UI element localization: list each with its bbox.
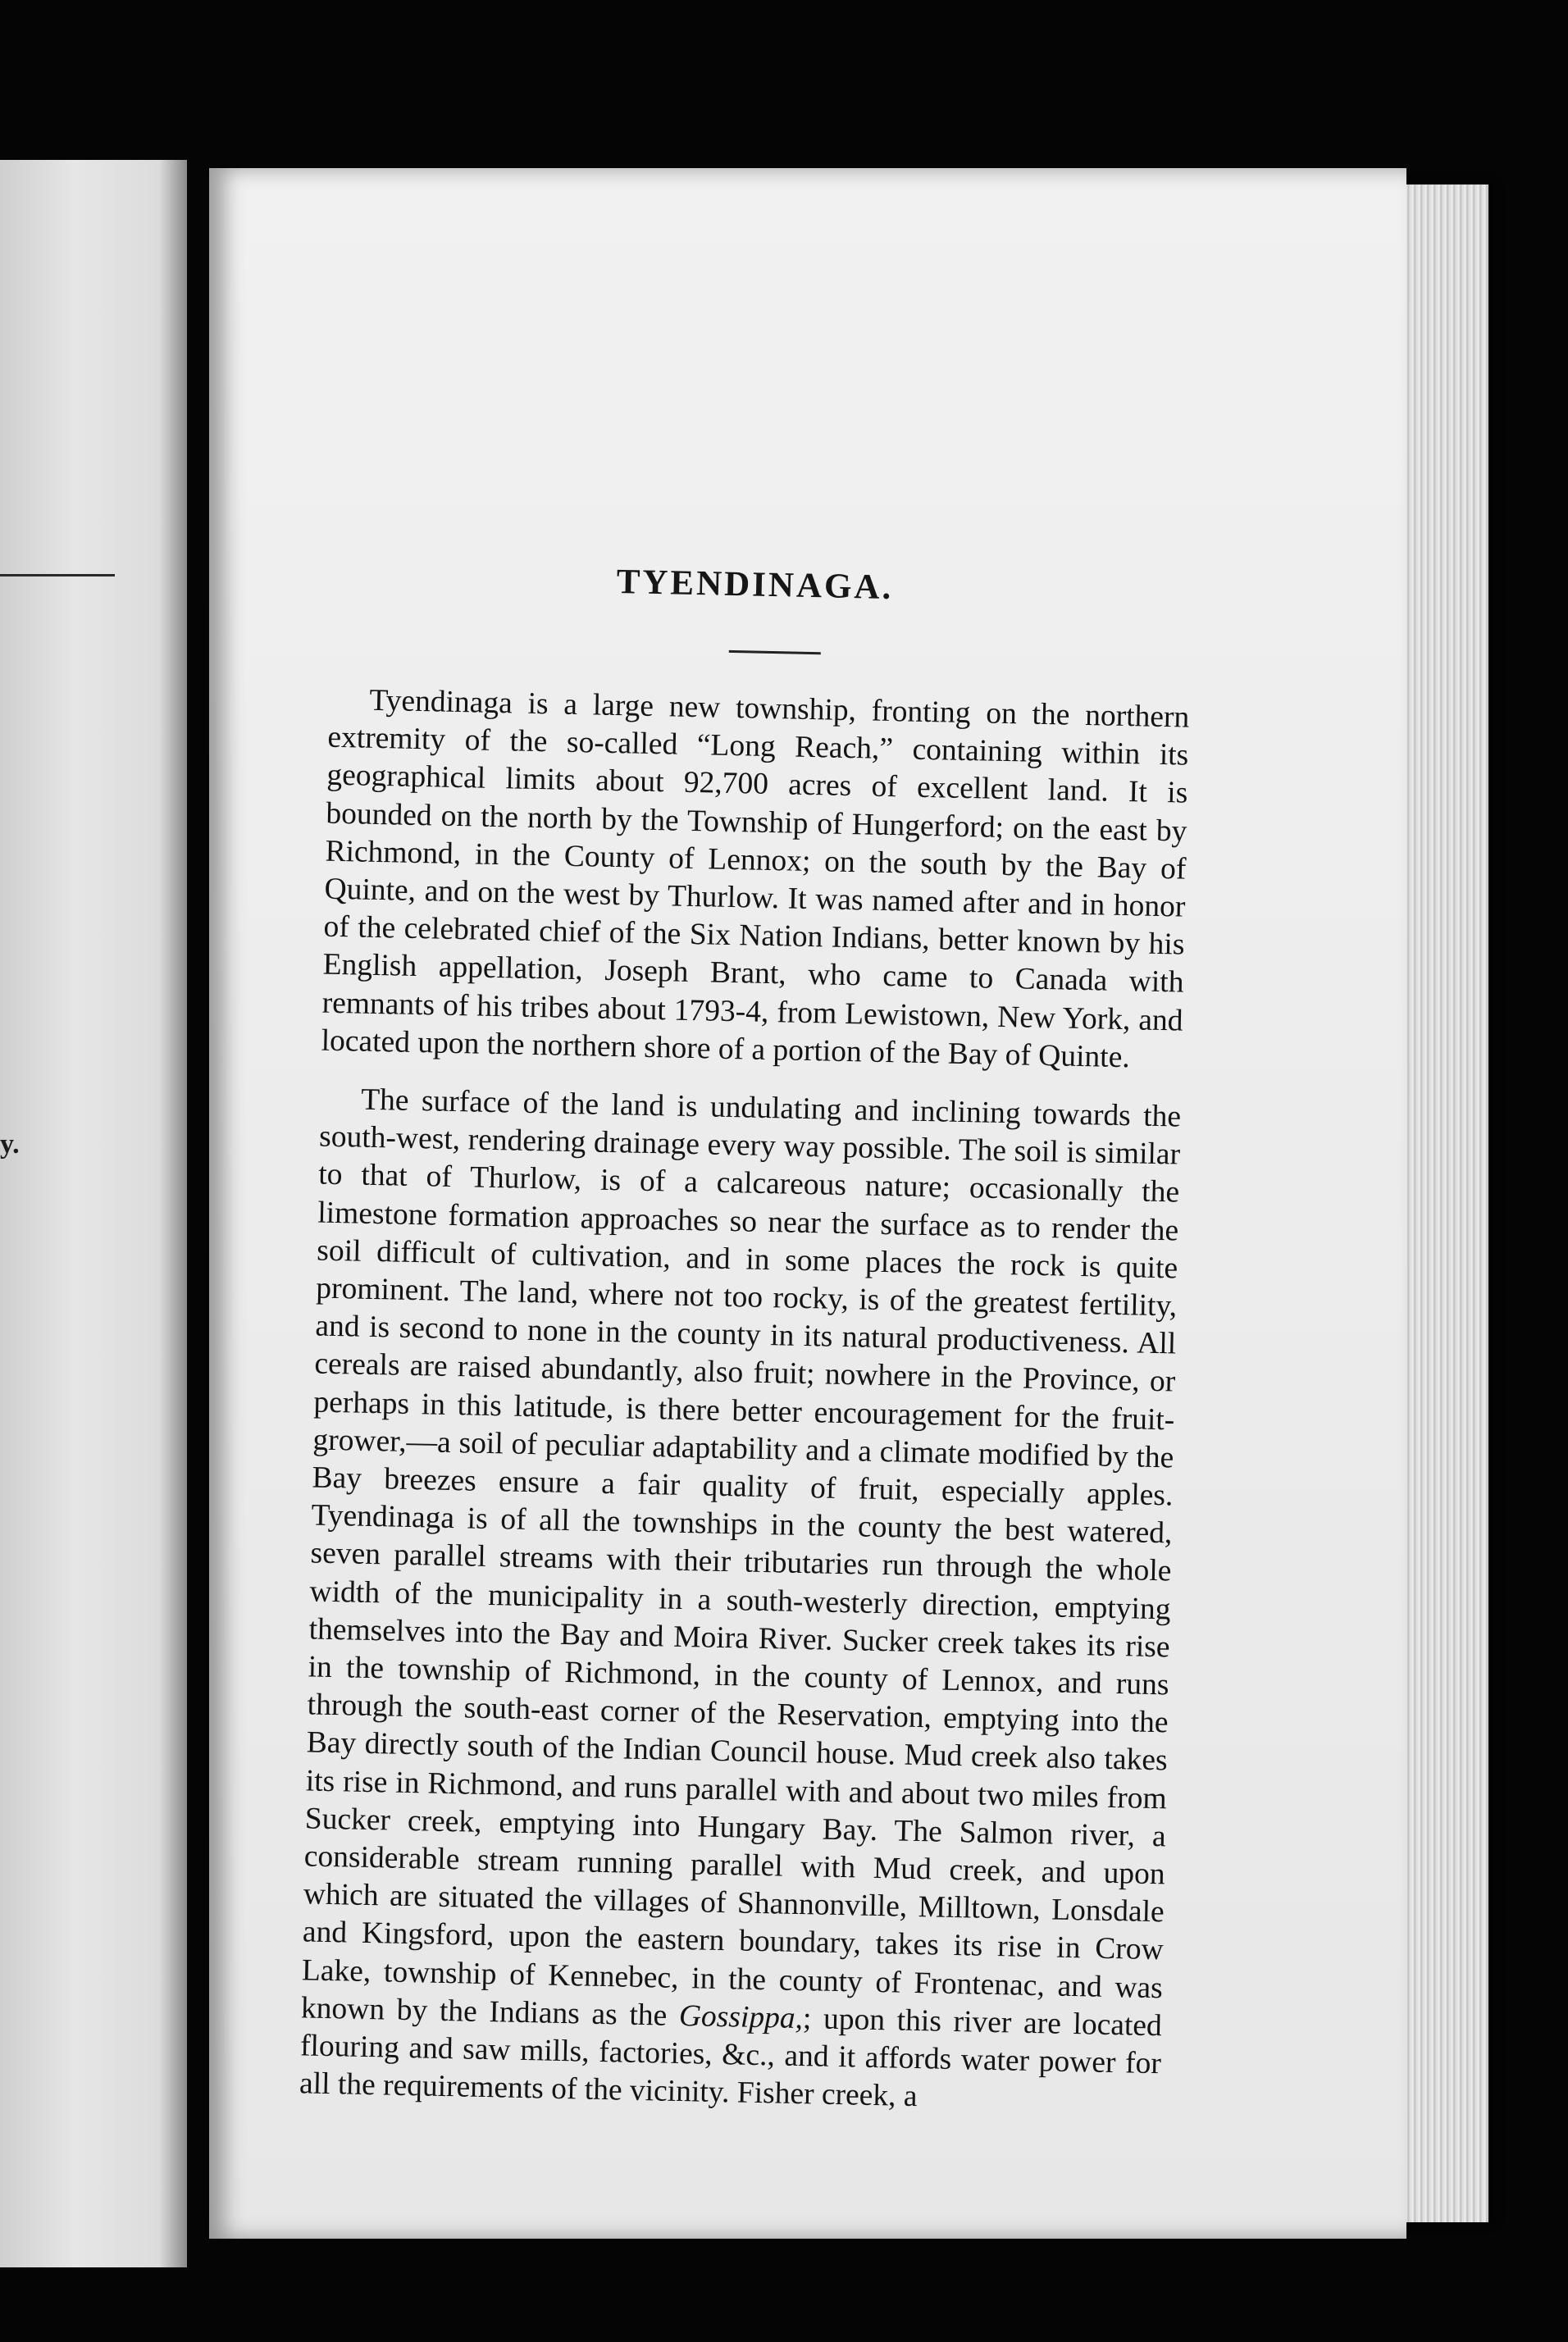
book-page xyxy=(209,168,1406,2239)
page-content xyxy=(248,157,1358,2250)
page-title: TYENDINAGA. xyxy=(616,563,894,608)
paragraph-2-italic-name: Gossippa, xyxy=(678,1998,804,2036)
paragraph-1: Tyendinaga is a large new township, fronting on the northern extremity of the so-called “Long Reach,” containing within its geographical limits about 92,700 acres of excellent land. It is bounded on the north by the Township of Hungerford; on the east by Richmond, in the County of Lennox; on the south by the Bay of Quinte, and on the west by Thurlow. It was named after and in honor of the celebrated chief of the Six Nation Indians, better known by his English appellation, Joseph Brant, who came to Canada with remnants of his tribes about 1793-4, from Lewistown, New York, and located upon the northern shore of a portion of the Bay of Quinte. xyxy=(321,683,1190,1075)
left-page-text-fragment: y. xyxy=(0,1129,20,1160)
paragraph-2-text-start: The surface of the land is undulating and inclining towards the south-west, rendering drainage every way possible. The soil is similar to that of Thurlow, is of a calcareous nature; occasionally the limestone formation approaches so near the surface as to render the soil difficult of cultivation, and in some places the rock is quite prominent. The land, where not too rocky, is of the greatest fertility, and is second to none in the county in its natural productiveness. All cereals are raised abundantly, also fruit; nowhere in the Province, or perhaps in this latitude, is there better encouragement for the fruit-grower,—a soil of peculiar adaptability and a climate modified by the Bay breezes ensure a fair quality of fruit, especially apples. Tyendinaga is of all the townships in the county the best watered, seven parallel streams with their tributaries run through the whole width of the municipality in a south-westerly direction, emptying themselves into the Bay and Moira River. Sucker creek takes its rise in the township of Richmond, in the county of Lennox, and runs through the south-east corner of the Reservation, emptying into the Bay directly south of the Indian Council house. Mud creek also takes its rise in Richmond, and runs parallel with and about two miles from Sucker creek, emptying into Hungary Bay. The Salmon river, a considerable stream running parallel with Mud creek, and upon which are situated the villages of Shannonville, Milltown, Lonsdale and Kingsford, upon the eastern boundary, takes its rise in Crow Lake, township of Kennebec, in the county of Frontenac, and was known by the Indians as the xyxy=(300,1082,1182,2033)
title-rule xyxy=(729,650,821,654)
left-facing-page xyxy=(0,160,187,2267)
paragraph-2 xyxy=(299,1081,1182,2121)
left-page-rule xyxy=(0,574,115,576)
paragraph-2-text-end: ; upon this river are located flouring and saw mills, factories, &c., and it affords water power for all the requirements of the vicinity. Fisher creek, a xyxy=(299,2002,1163,2114)
